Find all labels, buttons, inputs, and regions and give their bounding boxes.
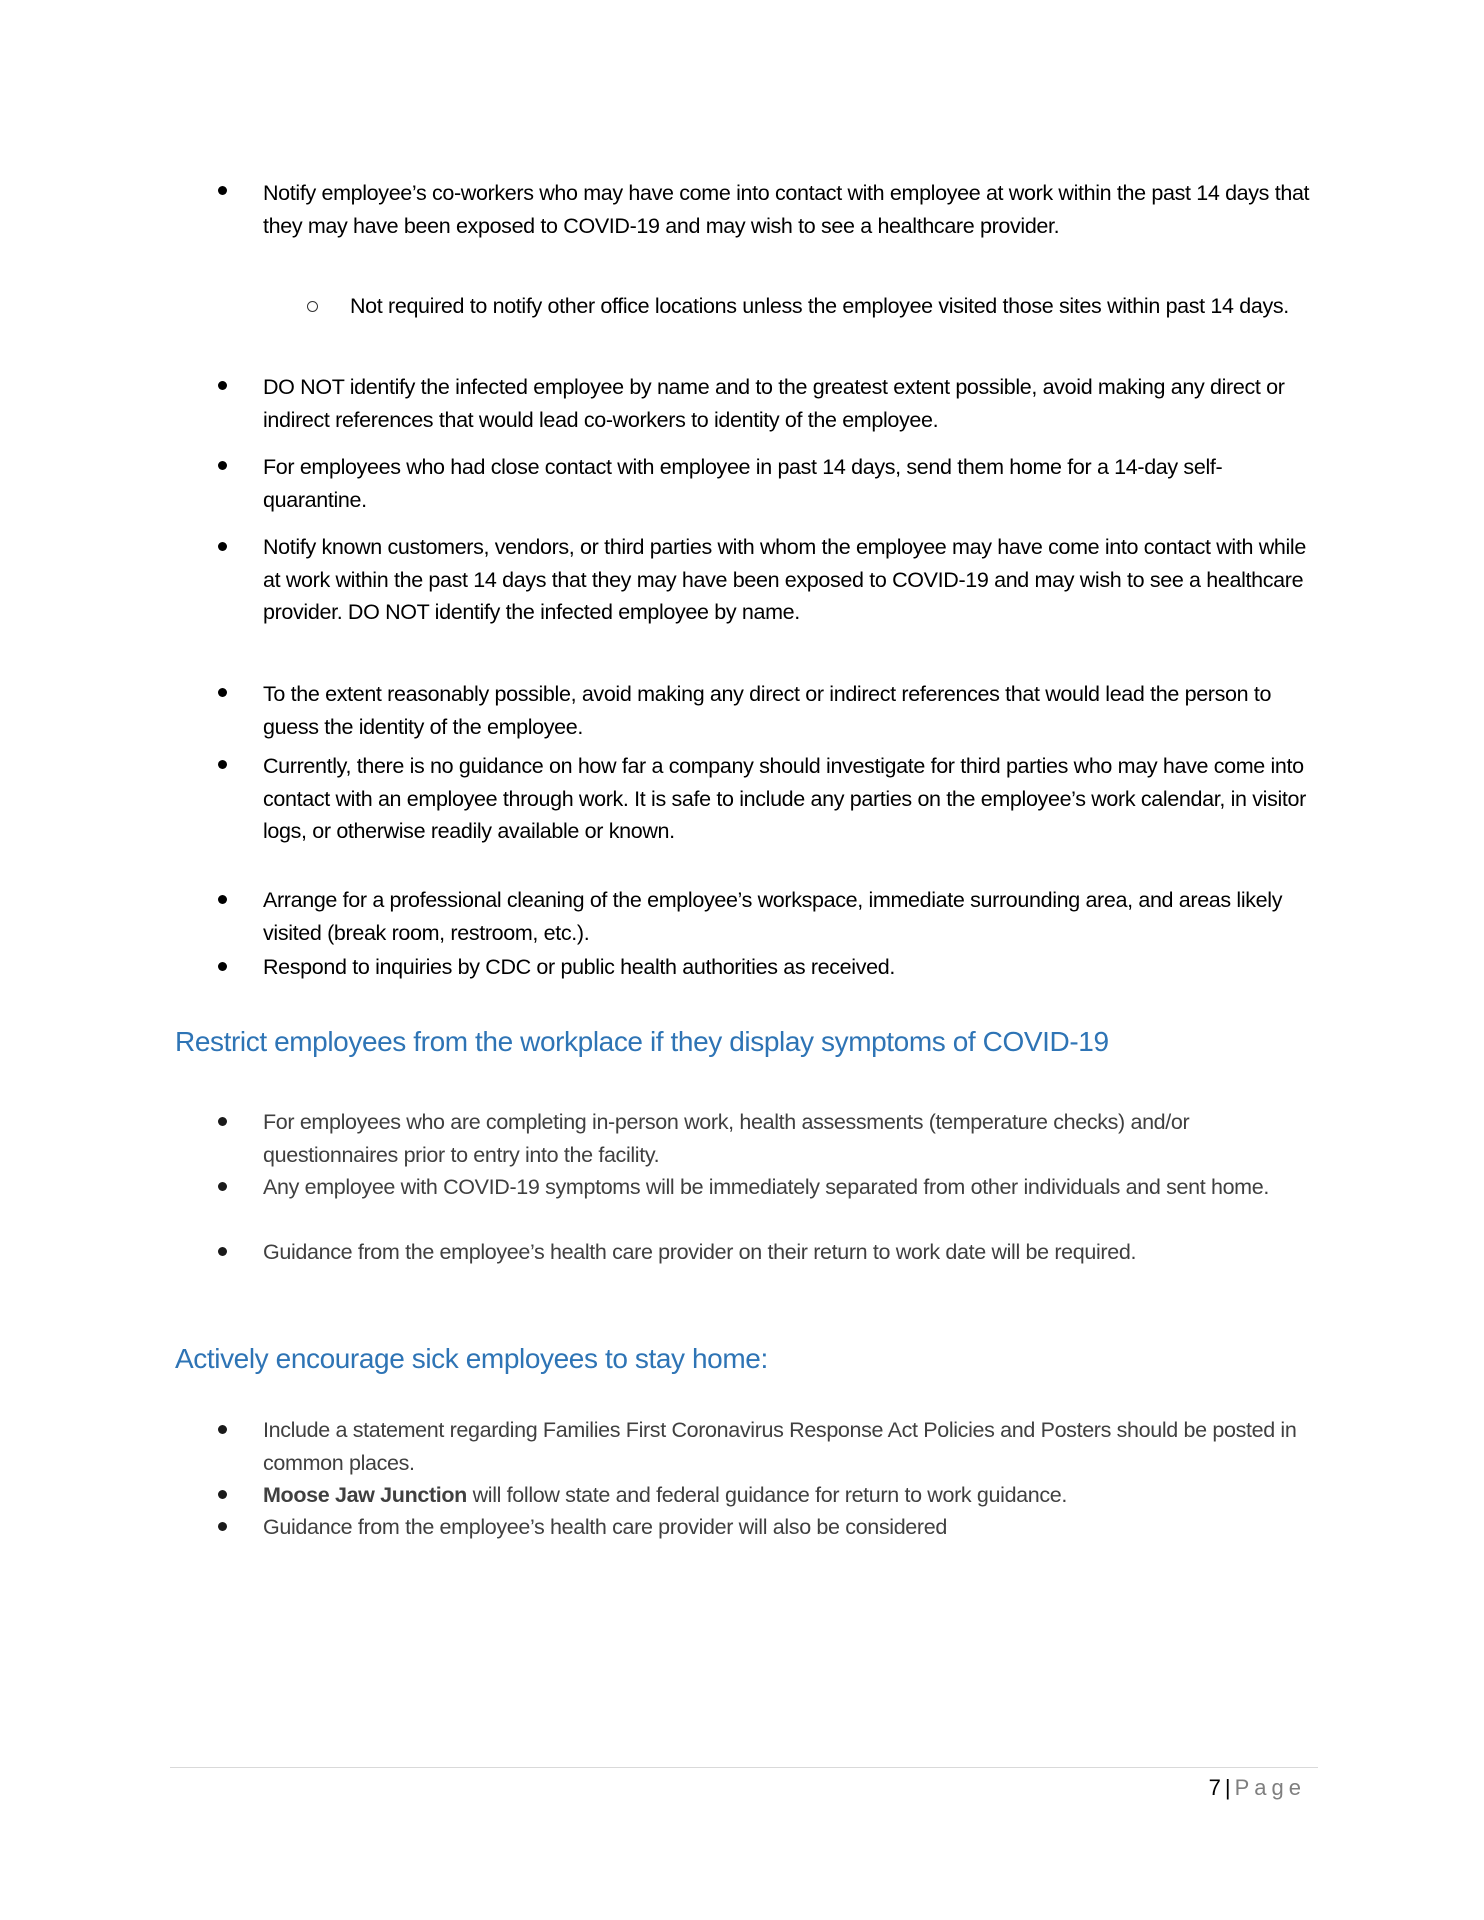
hollow-circle-bullet-icon [307,301,318,312]
list-item: Respond to inquiries by CDC or public health authorities as received. [263,955,895,979]
list-item: Notify known customers, vendors, or third parties with whom the employee may have come into contact with while at work within the past 14 days that they may have been exposed to COVID-19 and may wish to see a healthcare provider. DO NOT identify the infected employee by name. [263,535,1306,624]
bullet-icon [218,760,230,772]
list-item-text: will follow state and federal guidance for return to work guidance. [466,1483,1068,1507]
bullet-icon [218,461,230,473]
company-name: Moose Jaw Junction [263,1483,467,1507]
sub-list-item: Not required to notify other office locations unless the employee visited those sites within past 14 days. [350,294,1289,318]
list-item: DO NOT identify the infected employee by name and to the greatest extent possible, avoid making any direct or indirect references that would lead co-workers to identity of the employee. [263,375,1285,432]
list-item: Any employee with COVID-19 symptoms will be immediately separated from other individuals and sent home. [263,1175,1269,1199]
section-heading-restrict: Restrict employees from the workplace if they display symptoms of COVID-19 [175,1026,1109,1057]
list-item: Include a statement regarding Families First Coronavirus Response Act Policies and Posters should be posted in common places. [263,1418,1297,1475]
bullet-icon [218,1117,230,1129]
page-footer [1209,1772,1306,1804]
bullet-icon [218,895,230,907]
list-item: For employees who had close contact with employee in past 14 days, send them home for a 14-day self-quarantine. [263,455,1223,512]
bullet-icon [218,688,230,700]
list-item: For employees who are completing in-person work, health assessments (temperature checks) and/or questionnaires prior to entry into the facility. [263,1110,1190,1167]
bullet-icon [218,542,230,554]
footer-divider [170,1767,1318,1768]
bullet-icon [218,1247,230,1259]
list-item: Currently, there is no guidance on how far a company should investigate for third parties who may have come into contact with an employee through work. It is safe to include any parties on the employee’s work calendar, in visitor logs, or otherwise readily available or known. [263,754,1306,843]
list-item: Notify employee’s co-workers who may have come into contact with employee at work within the past 14 days that they may have been exposed to COVID-19 and may wish to see a healthcare provider. [263,181,1310,238]
list-item: Guidance from the employee’s health care provider will also be considered [263,1515,947,1539]
list-item [263,1479,1323,1512]
bullet-icon [218,1182,230,1194]
list-item: Arrange for a professional cleaning of the employee’s workspace, immediate surrounding area, and areas likely visited (break room, restroom, etc.). [263,888,1283,945]
bullet-icon [218,962,230,974]
section-heading-encourage: Actively encourage sick employees to stay home: [175,1343,768,1374]
footer-separator: | [1224,1775,1231,1800]
bullet-icon [218,1490,230,1502]
bullet-icon [218,1522,230,1534]
list-item: Guidance from the employee’s health care provider on their return to work date will be required. [263,1240,1137,1264]
page-label: Page [1234,1775,1306,1800]
list-item: To the extent reasonably possible, avoid making any direct or indirect references that would lead the person to guess the identity of the employee. [263,682,1272,739]
page-number: 7 [1208,1775,1221,1800]
bullet-icon [218,1425,230,1437]
bullet-icon [218,186,230,198]
bullet-icon [218,381,230,393]
